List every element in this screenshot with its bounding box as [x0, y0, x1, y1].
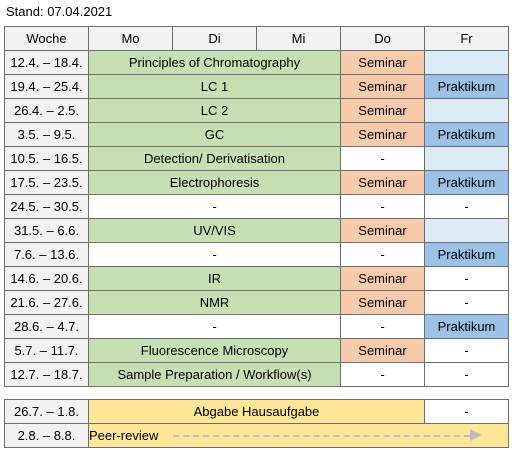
fr-cell: Praktikum	[425, 123, 509, 147]
header-mo: Mo	[89, 27, 173, 51]
do-cell: Seminar	[341, 291, 425, 315]
do-cell: Seminar	[341, 339, 425, 363]
dashed-arrow-line	[173, 435, 470, 437]
do-cell: -	[341, 147, 425, 171]
course-cell: NMR	[89, 291, 341, 315]
course-cell: LC 1	[89, 75, 341, 99]
task-cell: Abgabe Hausaufgabe	[89, 400, 425, 424]
schedule-row	[5, 195, 509, 219]
course-cell: Detection/ Derivatisation	[89, 147, 341, 171]
week-cell: 10.5. – 16.5.	[5, 147, 89, 171]
schedule-row	[5, 123, 509, 147]
course-cell: -	[89, 243, 341, 267]
do-cell: -	[341, 315, 425, 339]
week-cell: 17.5. – 23.5.	[5, 171, 89, 195]
table-gap	[4, 389, 508, 399]
fr-cell: Praktikum	[425, 75, 509, 99]
fr-cell: Praktikum	[425, 315, 509, 339]
header-row	[5, 27, 509, 51]
do-cell: -	[341, 195, 425, 219]
do-cell: Seminar	[341, 219, 425, 243]
week-cell: 2.8. – 8.8.	[5, 424, 89, 448]
fr-cell	[425, 99, 509, 123]
arrow-right-icon	[470, 429, 482, 441]
schedule-row	[5, 291, 509, 315]
deadline-table	[4, 399, 509, 448]
week-cell: 12.4. – 18.4.	[5, 51, 89, 75]
week-cell: 3.5. – 9.5.	[5, 123, 89, 147]
fr-cell: -	[425, 267, 509, 291]
week-cell: 14.6. – 20.6.	[5, 267, 89, 291]
week-cell: 26.4. – 2.5.	[5, 99, 89, 123]
schedule-row	[5, 243, 509, 267]
do-cell: Seminar	[341, 123, 425, 147]
schedule-row	[5, 267, 509, 291]
deadline-row	[5, 400, 509, 424]
do-cell: Seminar	[341, 171, 425, 195]
fr-cell: -	[425, 339, 509, 363]
header-do: Do	[341, 27, 425, 51]
schedule-row	[5, 171, 509, 195]
week-cell: 5.7. – 11.7.	[5, 339, 89, 363]
fr-cell	[425, 219, 509, 243]
task-label: Peer-review	[89, 428, 159, 443]
do-cell: -	[341, 363, 425, 387]
schedule-row	[5, 147, 509, 171]
course-cell: UV/VIS	[89, 219, 341, 243]
fr-cell: -	[425, 291, 509, 315]
fr-cell: -	[425, 195, 509, 219]
week-cell: 28.6. – 4.7.	[5, 315, 89, 339]
fr-cell: Praktikum	[425, 243, 509, 267]
course-cell: Sample Preparation / Workflow(s)	[89, 363, 341, 387]
course-cell: LC 2	[89, 99, 341, 123]
course-cell: -	[89, 195, 341, 219]
course-cell: IR	[89, 267, 341, 291]
schedule-row	[5, 339, 509, 363]
header-mi: Mi	[257, 27, 341, 51]
week-cell: 26.7. – 1.8.	[5, 400, 89, 424]
week-cell: 21.6. – 27.6.	[5, 291, 89, 315]
schedule-row	[5, 75, 509, 99]
schedule-row	[5, 219, 509, 243]
week-cell: 7.6. – 13.6.	[5, 243, 89, 267]
schedule-row	[5, 315, 509, 339]
week-cell: 31.5. – 6.6.	[5, 219, 89, 243]
week-cell: 12.7. – 18.7.	[5, 363, 89, 387]
do-cell: Seminar	[341, 99, 425, 123]
course-cell: -	[89, 315, 341, 339]
fr-cell: -	[425, 400, 509, 424]
course-cell: GC	[89, 123, 341, 147]
do-cell: -	[341, 243, 425, 267]
course-cell: Electrophoresis	[89, 171, 341, 195]
week-cell: 24.5. – 30.5.	[5, 195, 89, 219]
fr-cell: -	[425, 363, 509, 387]
header-woche: Woche	[5, 27, 89, 51]
course-cell: Fluorescence Microscopy	[89, 339, 341, 363]
peer-review-cell	[89, 424, 509, 448]
do-cell: Seminar	[341, 75, 425, 99]
peer-review-wrap	[89, 424, 508, 447]
status-date: Stand: 07.04.2021	[6, 4, 113, 19]
schedule-row	[5, 99, 509, 123]
schedule-row	[5, 51, 509, 75]
do-cell: Seminar	[341, 51, 425, 75]
fr-cell	[425, 51, 509, 75]
header-fr: Fr	[425, 27, 509, 51]
do-cell: Seminar	[341, 267, 425, 291]
course-cell: Principles of Chromatography	[89, 51, 341, 75]
schedule-table	[4, 26, 509, 387]
fr-cell	[425, 147, 509, 171]
schedule-row	[5, 363, 509, 387]
week-cell: 19.4. – 25.4.	[5, 75, 89, 99]
deadline-row	[5, 424, 509, 448]
header-di: Di	[173, 27, 257, 51]
fr-cell: Praktikum	[425, 171, 509, 195]
